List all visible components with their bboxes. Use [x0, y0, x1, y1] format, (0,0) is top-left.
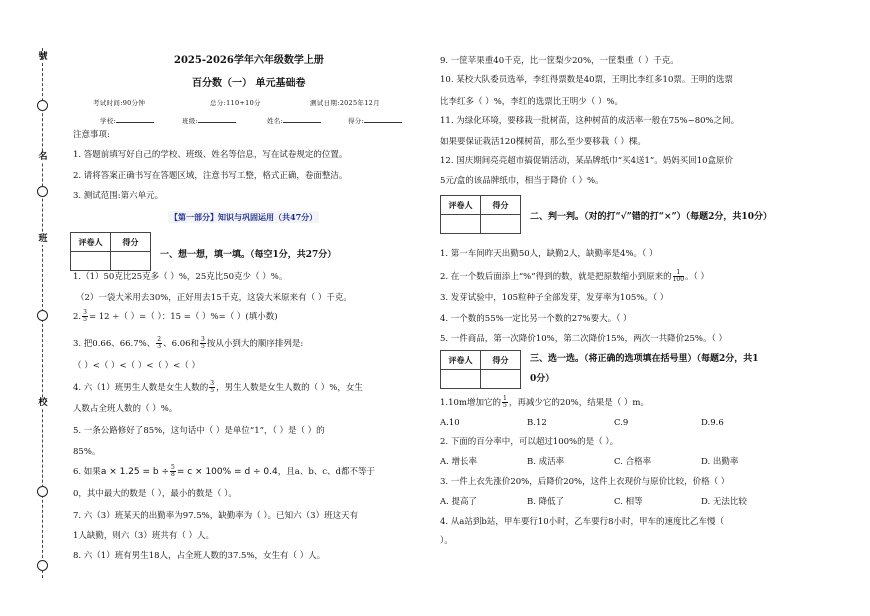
judge-question-2: 2. 在一个数后面添上“%”得到的数，就是把原数缩小到原来的 $\frac{1}{100}$ 。（ ） [440, 269, 709, 283]
fraction: $\frac{1}{5}$ [503, 395, 507, 409]
binding-hole [37, 100, 48, 111]
binding-margin [30, 48, 56, 578]
note-item: 2. 请将答案正确书写在答题区域，注意书写工整，格式正确，卷面整洁。 [73, 171, 348, 181]
question-10-cont: 比李红多（ ）%，李红的选票比王明少（ ）%。 [440, 97, 624, 107]
option[interactable]: A. 增长率 [440, 457, 478, 467]
judge-question-5: 5. 一件商品，第一次降价10%，第二次降价15%，两次一共降价25%。（ ） [440, 334, 727, 344]
question-1a: 1.（1）50克比25克多（ ）%，25克比50克少（ ）%。 [73, 272, 288, 282]
question-4: 4. 六（1）班男生人数是女生人数的 $\frac{3}{5}$ ，男生人数是女生人数的（ ）%，女生 [73, 380, 363, 394]
score-field[interactable] [348, 114, 402, 127]
part-banner: 【第一部分】知识与巩固运用（共47分） [170, 212, 318, 222]
question-3-blanks: （ ）<（ ）<（ ）<（ ）<（ ） [73, 361, 200, 371]
score-cell[interactable] [481, 215, 521, 234]
exam-date: 测试日期:2025年12月 [310, 99, 380, 107]
score-box-label: 得分 [481, 351, 521, 370]
grader-cell[interactable] [71, 252, 111, 271]
score-cell[interactable] [111, 252, 151, 271]
notes-heading: 注意事项: [73, 130, 110, 140]
section1-heading: 一、想一想，填一填。（每空1分，共27分） [160, 250, 337, 260]
question-12-cont: 5元/盒的该品牌纸巾，相当于降价（ ）%。 [440, 176, 604, 186]
option[interactable]: D. 出勤率 [701, 457, 739, 467]
option[interactable]: D. 无法比较 [701, 497, 747, 507]
question-3: 3. 把0.66、66.7%、 $\frac{2}{3}$ 、6.06和 $\frac{3}{5}$ 按从小到大的顺序排列是: [73, 336, 304, 350]
question-7-cont: 1人缺勤，则六（3）班共有（ ）人。 [73, 531, 215, 541]
option[interactable]: C. 合格率 [614, 457, 652, 467]
question-4-cont: 人数占全班人数的（ ）%。 [73, 404, 178, 414]
fraction: $\frac{1}{100}$ [672, 269, 685, 283]
name-field[interactable] [267, 114, 321, 127]
margin-char: 校 [34, 398, 52, 409]
judge-question-1: 1. 第一车间昨天出勤50人，缺勤2人，缺勤率是4%。（ ） [440, 249, 658, 259]
binding-hole [37, 486, 48, 497]
judge-question-4: 4. 一个数的55%一定比另一个数的27%要大。（ ） [440, 314, 632, 324]
exam-time: 考试时间:90分钟 [93, 99, 146, 107]
score-cell[interactable] [481, 370, 521, 389]
margin-char: 班 [34, 234, 52, 245]
class-field[interactable] [182, 114, 236, 127]
choice-question-4: 4. 从a站到b站，甲车要行10小时，乙车要行8小时，甲车的速度比乙车慢（ [440, 517, 725, 527]
margin-char: 名 [34, 152, 52, 163]
question-8: 8. 六（1）班有男生18人，占全班人数的37.5%，女生有（ ）人。 [73, 551, 326, 561]
choice-question-3: 3. 一件上衣先涨价20%，后降价20%，这件上衣现价与原价比较，价格（ ） [440, 477, 730, 487]
fraction: $\frac{3}{5}$ [210, 380, 215, 394]
option[interactable]: C.9 [614, 418, 629, 428]
grader-cell[interactable] [441, 370, 481, 389]
grader-label: 评卷人 [441, 196, 481, 215]
question-11-cont: 如果要保证栽活120棵树苗，那么至少要移栽（ ）棵。 [440, 137, 646, 147]
choice-question-1: 1.10m增加它的 $\frac{1}{5}$ ，再减少它的20%，结果是（ ）m。 [440, 395, 649, 409]
option[interactable]: A.10 [440, 418, 460, 428]
question-9: 9. 一筐苹果重40千克，比一筐梨少20%，一筐梨重（ ）千克。 [440, 56, 679, 66]
page-title: 2025-2026学年六年级数学上册 [174, 55, 324, 66]
option[interactable]: B. 成活率 [527, 457, 565, 467]
margin-char: 號 [34, 52, 52, 63]
class-label: 班级: [182, 117, 199, 125]
name-label: 姓名: [267, 117, 284, 125]
fraction: $\frac{3}{5}$ [83, 309, 87, 323]
score-box-label: 得分 [481, 196, 521, 215]
choice-question-4-cont: ）。 [440, 536, 453, 546]
grader-label: 评卷人 [71, 233, 111, 252]
binding-hole [37, 560, 48, 571]
fraction: $\frac{5}{8}$ [171, 464, 175, 478]
score-box-label: 得分 [111, 233, 151, 252]
judge-question-3: 3. 发芽试验中，105粒种子全部发芽，发芽率为105%。（ ） [440, 293, 669, 303]
score-label: 得分: [348, 117, 365, 125]
question-11: 11. 为绿化环境，要移栽一批树苗，这种树苗的成活率一般在75%~80%之间。 [440, 116, 740, 126]
grader-label: 评卷人 [441, 351, 481, 370]
question-12: 12. 国庆期间亮亮超市搞促销活动，某品牌纸巾“买4送1”。妈妈买回10盒原价 [440, 156, 734, 166]
question-1b: （2）一袋大米用去30%，正好用去15千克，这袋大米原来有（ ）千克。 [76, 293, 352, 303]
section3-heading: 三、选一选。（将正确的选项填在括号里）（每题2分，共1 [530, 354, 759, 364]
option[interactable]: D.9.6 [701, 418, 724, 428]
binding-hole [37, 310, 48, 321]
grader-cell[interactable] [441, 215, 481, 234]
question-7: 7. 六（3）班某天的出勤率为97.5%，缺勤率为（ ）。已知六（3）班这天有 [73, 511, 359, 521]
fraction: $\frac{3}{5}$ [201, 336, 205, 350]
question-6: 6. 如果a × 1.25 = b ÷ $\frac{5}{8}$ = c × 100% = d ÷ 0.4，且a、b、c、d都不等于 [73, 464, 375, 478]
note-item: 3. 测试范围:第六单元。 [73, 191, 164, 201]
option[interactable]: B.12 [527, 418, 547, 428]
question-2: 2. $\frac{3}{5}$ = 12 ÷（ ）=（ ）：15 =（ ）%=（ ）(填小数) [73, 309, 278, 323]
binding-hole [37, 186, 48, 197]
section3-heading-cont: 0分） [530, 374, 555, 384]
page-subtitle: 百分数（一） 单元基础卷 [192, 78, 306, 89]
question-6-cont: 0，其中最大的数是（ ），最小的数是（ ）。 [73, 489, 237, 499]
question-10: 10. 某校大队委员选举，李红得票数是40票，王明比李红多10票。王明的选票 [440, 75, 733, 85]
note-item: 1. 答题前填写好自己的学校、班级、姓名等信息，写在试卷规定的位置。 [73, 150, 348, 160]
question-5: 5. 一条公路修好了85%，这句话中（ ）是单位“1”，（ ）是（ ）的 [73, 426, 325, 436]
exam-total: 总分:110+10分 [210, 99, 261, 107]
option[interactable]: A. 提高了 [440, 497, 478, 507]
score-box [70, 232, 151, 271]
option[interactable]: B. 降低了 [527, 497, 565, 507]
score-box [440, 195, 521, 234]
section2-heading: 二、判一判。（对的打“√”错的打“×”）（每题2分，共10分） [530, 212, 772, 222]
fraction: $\frac{2}{3}$ [157, 336, 162, 350]
question-5-cont: 85%。 [73, 447, 101, 457]
school-label: 学校: [100, 117, 117, 125]
score-box [440, 350, 521, 389]
option[interactable]: C. 相等 [614, 497, 643, 507]
choice-question-2: 2. 下面的百分率中，可以超过100%的是（ ）。 [440, 437, 619, 447]
school-field[interactable] [100, 114, 154, 127]
